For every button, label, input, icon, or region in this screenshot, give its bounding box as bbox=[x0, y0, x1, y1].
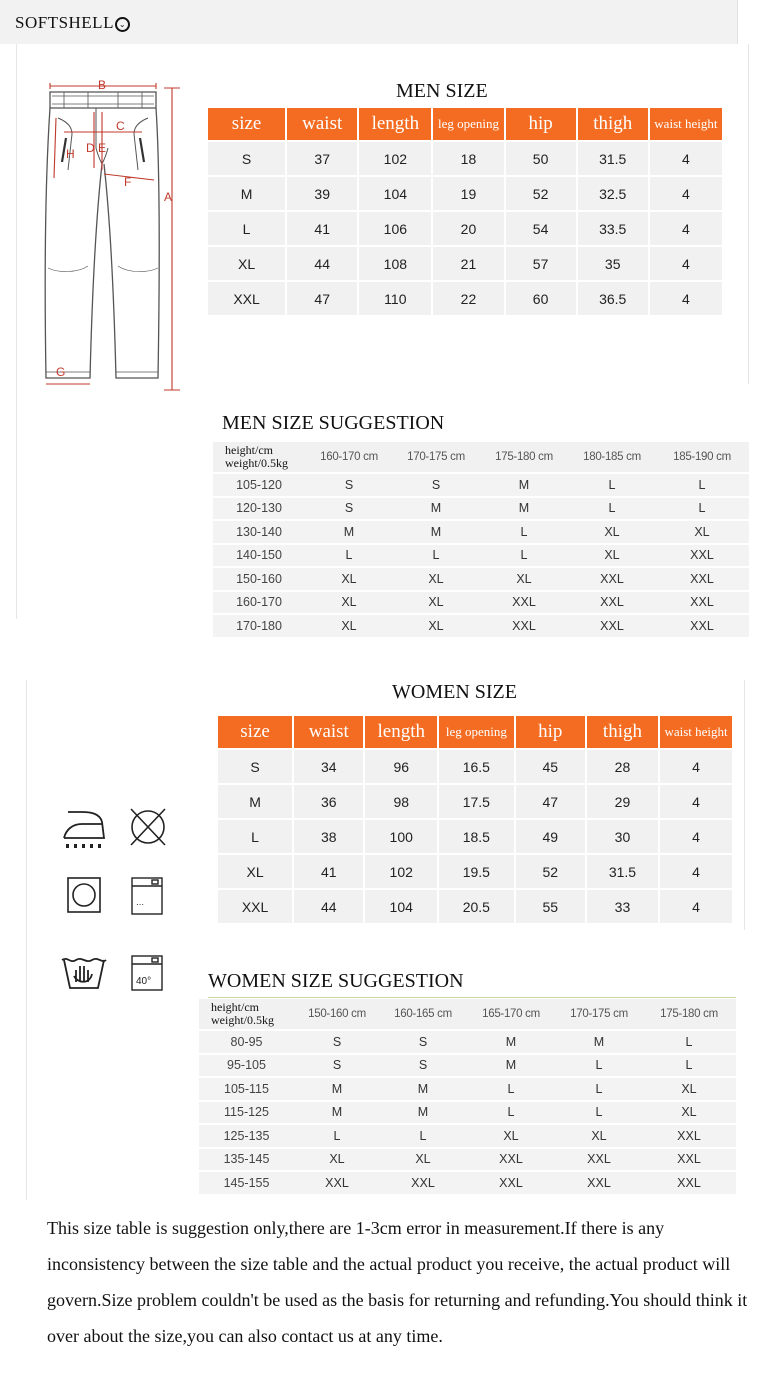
size-cell: 54 bbox=[506, 212, 576, 245]
suggested-size: XL bbox=[393, 615, 479, 637]
size-cell: 102 bbox=[359, 142, 431, 175]
suggested-size: M bbox=[556, 1031, 642, 1053]
size-cell: 44 bbox=[287, 247, 357, 280]
header-length: length bbox=[359, 108, 431, 140]
suggested-size: M bbox=[380, 1078, 466, 1100]
suggested-size: XXL bbox=[655, 545, 749, 567]
header-size: size bbox=[208, 108, 285, 140]
suggested-size: L bbox=[556, 1055, 642, 1077]
suggested-size: XXL bbox=[556, 1149, 642, 1171]
label-f: F bbox=[124, 175, 132, 189]
suggested-size: S bbox=[294, 1055, 380, 1077]
suggested-size: XL bbox=[305, 592, 393, 614]
wash-40-icon bbox=[130, 954, 164, 992]
suggested-size: M bbox=[294, 1078, 380, 1100]
size-cell: 35 bbox=[578, 247, 648, 280]
suggested-size: XXL bbox=[294, 1172, 380, 1194]
disclaimer-note: This size table is suggestion only,there are 1-3cm error in measurement.If there is any inconsistency between the size table and the actual product you receive, the actual product will govern.Size problem couldn't be used as the basis for returning and refunding.You should think it over about the size,you can also contact us at any time. bbox=[47, 1218, 748, 1346]
size-cell: XL bbox=[218, 855, 292, 888]
size-cell: XXL bbox=[208, 282, 285, 315]
suggested-size: M bbox=[305, 521, 393, 543]
suggested-size: XXL bbox=[569, 615, 655, 637]
size-cell: 16.5 bbox=[439, 750, 514, 783]
weight-range: 80-95 bbox=[199, 1031, 294, 1053]
suggested-size: XL bbox=[642, 1102, 736, 1124]
size-cell: 29 bbox=[587, 785, 658, 818]
label-a: A bbox=[164, 190, 173, 204]
suggested-size: XXL bbox=[655, 592, 749, 614]
suggested-size: XXL bbox=[466, 1172, 556, 1194]
suggested-size: S bbox=[294, 1031, 380, 1053]
women-size-table bbox=[216, 714, 734, 925]
suggested-size: L bbox=[655, 498, 749, 520]
size-cell: 33 bbox=[587, 890, 658, 923]
men-size-table bbox=[206, 106, 724, 317]
header-length: length bbox=[365, 716, 437, 748]
circle-chevron-icon: ⌄ bbox=[115, 17, 130, 32]
size-cell: 39 bbox=[287, 177, 357, 210]
size-cell: 47 bbox=[516, 785, 585, 818]
size-cell: 60 bbox=[506, 282, 576, 315]
iron-low-heat-icon bbox=[60, 806, 108, 852]
suggested-size: XL bbox=[393, 568, 479, 590]
suggested-size: L bbox=[655, 474, 749, 496]
svg-text:⋯: ⋯ bbox=[136, 900, 144, 909]
height-range: 185-190 cm bbox=[655, 442, 749, 472]
suggested-size: XL bbox=[556, 1125, 642, 1147]
weight-range: 120-130 bbox=[213, 498, 305, 520]
size-row bbox=[208, 142, 722, 175]
header-waist: waist bbox=[294, 716, 363, 748]
size-cell: 4 bbox=[660, 750, 732, 783]
size-cell: 38 bbox=[294, 820, 363, 853]
size-cell: 47 bbox=[287, 282, 357, 315]
header-leg-opening: leg opening bbox=[439, 716, 514, 748]
size-row bbox=[218, 890, 732, 923]
header-leg-opening: leg opening bbox=[433, 108, 503, 140]
size-cell: M bbox=[208, 177, 285, 210]
men-size-header-row bbox=[208, 108, 722, 140]
suggested-size: XXL bbox=[466, 1149, 556, 1171]
height-range: 175-180 cm bbox=[479, 442, 569, 472]
size-cell: 18 bbox=[433, 142, 503, 175]
size-cell: 34 bbox=[294, 750, 363, 783]
size-row bbox=[218, 855, 732, 888]
suggested-size: XL bbox=[569, 545, 655, 567]
suggested-size: XXL bbox=[479, 592, 569, 614]
size-cell: 31.5 bbox=[587, 855, 658, 888]
suggested-size: XL bbox=[380, 1149, 466, 1171]
divider-left bbox=[16, 44, 17, 619]
size-cell: S bbox=[208, 142, 285, 175]
size-cell: 4 bbox=[650, 282, 722, 315]
suggestion-row bbox=[199, 1125, 736, 1147]
suggested-size: XXL bbox=[479, 615, 569, 637]
size-cell: 96 bbox=[365, 750, 437, 783]
suggested-size: M bbox=[479, 474, 569, 496]
wash-temp-label: 40° bbox=[136, 976, 152, 987]
weight-range: 95-105 bbox=[199, 1055, 294, 1077]
suggested-size: M bbox=[393, 498, 479, 520]
size-cell: 33.5 bbox=[578, 212, 648, 245]
size-cell: 20 bbox=[433, 212, 503, 245]
men-suggestion-header-row bbox=[213, 442, 749, 472]
header-hip: hip bbox=[516, 716, 585, 748]
women-suggestion-header-row bbox=[199, 999, 736, 1029]
suggested-size: XL bbox=[655, 521, 749, 543]
size-cell: 4 bbox=[660, 890, 732, 923]
suggested-size: XXL bbox=[556, 1172, 642, 1194]
weight-range: 115-125 bbox=[199, 1102, 294, 1124]
size-cell: 4 bbox=[660, 820, 732, 853]
size-cell: 4 bbox=[650, 142, 722, 175]
size-cell: 32.5 bbox=[578, 177, 648, 210]
suggested-size: L bbox=[556, 1078, 642, 1100]
suggested-size: XXL bbox=[655, 615, 749, 637]
weight-range: 140-150 bbox=[213, 545, 305, 567]
height-range: 150-160 cm bbox=[294, 999, 380, 1029]
size-cell: 45 bbox=[516, 750, 585, 783]
suggested-size: L bbox=[569, 474, 655, 496]
suggestion-row bbox=[199, 1102, 736, 1124]
size-cell: 22 bbox=[433, 282, 503, 315]
suggested-size: M bbox=[393, 521, 479, 543]
suggested-size: XL bbox=[479, 568, 569, 590]
suggested-size: L bbox=[569, 498, 655, 520]
suggestion-row bbox=[199, 1078, 736, 1100]
size-cell: 104 bbox=[359, 177, 431, 210]
size-cell: 20.5 bbox=[439, 890, 514, 923]
suggested-size: S bbox=[393, 474, 479, 496]
label-d: D bbox=[86, 141, 95, 155]
header-waist: waist bbox=[287, 108, 357, 140]
weight-range: 150-160 bbox=[213, 568, 305, 590]
weight-range: 125-135 bbox=[199, 1125, 294, 1147]
suggested-size: XL bbox=[305, 615, 393, 637]
size-row bbox=[218, 750, 732, 783]
header-thigh: thigh bbox=[578, 108, 648, 140]
suggested-size: XXL bbox=[380, 1172, 466, 1194]
header-thigh: thigh bbox=[587, 716, 658, 748]
corner-weight-label: weight/0.5kg bbox=[225, 456, 288, 470]
suggestion-row bbox=[199, 1031, 736, 1053]
hand-wash-icon bbox=[60, 952, 108, 992]
suggested-size: S bbox=[380, 1055, 466, 1077]
tumble-dry-icon bbox=[66, 876, 102, 914]
suggestion-row bbox=[199, 1149, 736, 1171]
brand-name: SOFTSHELL bbox=[15, 13, 114, 32]
size-cell: M bbox=[218, 785, 292, 818]
suggested-size: L bbox=[556, 1102, 642, 1124]
suggested-size: M bbox=[479, 498, 569, 520]
size-cell: 4 bbox=[650, 212, 722, 245]
size-cell: L bbox=[218, 820, 292, 853]
size-cell: 57 bbox=[506, 247, 576, 280]
size-cell: 21 bbox=[433, 247, 503, 280]
corner-weight-label: weight/0.5kg bbox=[211, 1013, 274, 1027]
suggested-size: XL bbox=[642, 1078, 736, 1100]
weight-range: 170-180 bbox=[213, 615, 305, 637]
size-row bbox=[218, 785, 732, 818]
divider-left-women bbox=[26, 680, 27, 1200]
corner-cell bbox=[199, 999, 294, 1029]
header-hip: hip bbox=[506, 108, 576, 140]
size-cell: 4 bbox=[650, 247, 722, 280]
label-c: C bbox=[116, 119, 125, 133]
label-g: G bbox=[56, 365, 66, 379]
label-h: H bbox=[66, 147, 75, 161]
divider-right bbox=[748, 44, 749, 384]
suggested-size: S bbox=[305, 474, 393, 496]
height-range: 170-175 cm bbox=[556, 999, 642, 1029]
size-row bbox=[208, 282, 722, 315]
size-cell: 4 bbox=[660, 855, 732, 888]
label-b: B bbox=[98, 78, 107, 92]
size-cell: 106 bbox=[359, 212, 431, 245]
weight-range: 145-155 bbox=[199, 1172, 294, 1194]
size-cell: 50 bbox=[506, 142, 576, 175]
suggested-size: XXL bbox=[655, 568, 749, 590]
suggested-size: M bbox=[294, 1102, 380, 1124]
height-range: 160-165 cm bbox=[380, 999, 466, 1029]
suggested-size: L bbox=[642, 1031, 736, 1053]
height-range: 180-185 cm bbox=[569, 442, 655, 472]
size-cell: 44 bbox=[294, 890, 363, 923]
suggested-size: L bbox=[393, 545, 479, 567]
suggested-size: M bbox=[466, 1055, 556, 1077]
suggestion-row bbox=[213, 592, 749, 614]
suggested-size: L bbox=[642, 1055, 736, 1077]
size-cell: 31.5 bbox=[578, 142, 648, 175]
size-cell: 98 bbox=[365, 785, 437, 818]
do-not-tumble-dry-icon bbox=[128, 806, 168, 848]
suggested-size: XL bbox=[294, 1149, 380, 1171]
size-cell: 110 bbox=[359, 282, 431, 315]
suggested-size: XXL bbox=[569, 592, 655, 614]
size-cell: 104 bbox=[365, 890, 437, 923]
weight-range: 135-145 bbox=[199, 1149, 294, 1171]
suggestion-row bbox=[199, 1055, 736, 1077]
men-size-title: MEN SIZE bbox=[396, 80, 488, 102]
size-cell: 108 bbox=[359, 247, 431, 280]
size-cell: 36 bbox=[294, 785, 363, 818]
corner-height-label: height/cm bbox=[211, 1000, 259, 1014]
women-suggestion-title: WOMEN SIZE SUGGESTION bbox=[208, 970, 464, 992]
size-cell: S bbox=[218, 750, 292, 783]
suggested-size: L bbox=[466, 1078, 556, 1100]
suggested-size: XXL bbox=[642, 1125, 736, 1147]
brand-logo bbox=[15, 13, 130, 33]
suggested-size: XXL bbox=[642, 1149, 736, 1171]
weight-range: 105-120 bbox=[213, 474, 305, 496]
size-row bbox=[218, 820, 732, 853]
suggested-size: L bbox=[305, 545, 393, 567]
size-cell: 28 bbox=[587, 750, 658, 783]
weight-range: 105-115 bbox=[199, 1078, 294, 1100]
size-row bbox=[208, 247, 722, 280]
height-range: 165-170 cm bbox=[466, 999, 556, 1029]
size-cell: 4 bbox=[650, 177, 722, 210]
size-cell: 4 bbox=[660, 785, 732, 818]
suggested-size: XL bbox=[305, 568, 393, 590]
pants-measurement-diagram bbox=[38, 78, 188, 398]
men-suggestion-title: MEN SIZE SUGGESTION bbox=[222, 412, 445, 434]
suggested-size: S bbox=[305, 498, 393, 520]
size-cell: 30 bbox=[587, 820, 658, 853]
suggested-size: L bbox=[380, 1125, 466, 1147]
women-suggestion-table bbox=[199, 997, 736, 1196]
suggested-size: L bbox=[466, 1102, 556, 1124]
machine-wash-icon bbox=[130, 876, 164, 916]
weight-range: 130-140 bbox=[213, 521, 305, 543]
suggestion-row bbox=[213, 521, 749, 543]
suggested-size: S bbox=[380, 1031, 466, 1053]
suggested-size: XL bbox=[466, 1125, 556, 1147]
suggested-size: M bbox=[466, 1031, 556, 1053]
size-cell: L bbox=[208, 212, 285, 245]
size-cell: 19 bbox=[433, 177, 503, 210]
suggestion-row bbox=[213, 498, 749, 520]
divider-right-women bbox=[744, 680, 745, 930]
size-cell: XXL bbox=[218, 890, 292, 923]
women-size-header-row bbox=[218, 716, 732, 748]
size-cell: 100 bbox=[365, 820, 437, 853]
size-cell: 19.5 bbox=[439, 855, 514, 888]
label-e: E bbox=[98, 141, 107, 155]
header-waist-height: waist height bbox=[660, 716, 732, 748]
suggested-size: XXL bbox=[569, 568, 655, 590]
suggested-size: L bbox=[479, 521, 569, 543]
height-range: 170-175 cm bbox=[393, 442, 479, 472]
suggested-size: M bbox=[380, 1102, 466, 1124]
weight-range: 160-170 bbox=[213, 592, 305, 614]
size-row bbox=[208, 177, 722, 210]
size-cell: 36.5 bbox=[578, 282, 648, 315]
suggestion-row bbox=[213, 568, 749, 590]
size-cell: 37 bbox=[287, 142, 357, 175]
suggested-size: XXL bbox=[642, 1172, 736, 1194]
suggestion-row bbox=[213, 545, 749, 567]
size-cell: XL bbox=[208, 247, 285, 280]
height-range: 175-180 cm bbox=[642, 999, 736, 1029]
corner-height-label: height/cm bbox=[225, 443, 273, 457]
size-cell: 55 bbox=[516, 890, 585, 923]
suggested-size: XL bbox=[393, 592, 479, 614]
size-cell: 41 bbox=[294, 855, 363, 888]
header-waist-height: waist height bbox=[650, 108, 722, 140]
size-cell: 52 bbox=[506, 177, 576, 210]
size-cell: 102 bbox=[365, 855, 437, 888]
size-cell: 49 bbox=[516, 820, 585, 853]
size-row bbox=[208, 212, 722, 245]
women-size-title: WOMEN SIZE bbox=[392, 681, 517, 703]
corner-cell bbox=[213, 442, 305, 472]
suggestion-row bbox=[199, 1172, 736, 1194]
header-size: size bbox=[218, 716, 292, 748]
suggestion-row bbox=[213, 474, 749, 496]
suggested-size: XL bbox=[569, 521, 655, 543]
suggested-size: L bbox=[294, 1125, 380, 1147]
size-cell: 41 bbox=[287, 212, 357, 245]
size-cell: 52 bbox=[516, 855, 585, 888]
height-range: 160-170 cm bbox=[305, 442, 393, 472]
size-cell: 17.5 bbox=[439, 785, 514, 818]
men-suggestion-table bbox=[213, 440, 749, 639]
size-cell: 18.5 bbox=[439, 820, 514, 853]
suggested-size: L bbox=[479, 545, 569, 567]
suggestion-row bbox=[213, 615, 749, 637]
